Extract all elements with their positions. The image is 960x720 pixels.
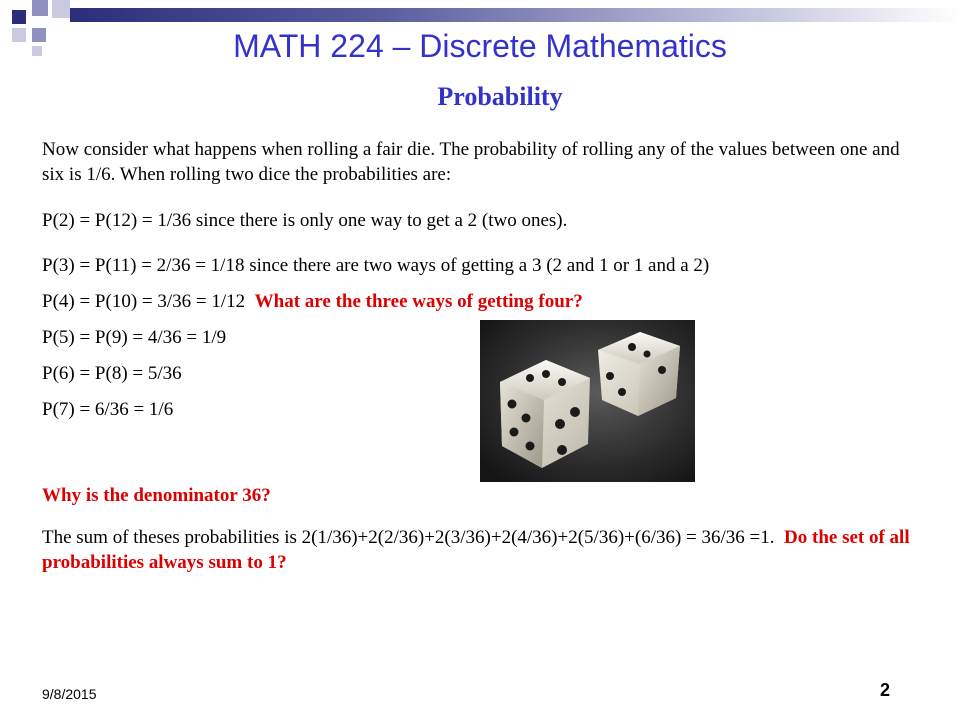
corner-square-1 bbox=[12, 10, 26, 24]
header-gradient-bar bbox=[70, 8, 960, 22]
intro-paragraph: Now consider what happens when rolling a fair die. The probability of rolling any of the values between one and six is 1/6. When rolling two dice the probabilities are: bbox=[42, 139, 900, 185]
slide-subtitle: Probability bbox=[437, 82, 563, 111]
slide-title: MATH 224 – Discrete Mathematics bbox=[233, 28, 727, 64]
line-p3: P(3) = P(11) = 2/36 = 1/18 since there are two ways of getting a 3 (2 and 1 or 1 and a 2) bbox=[42, 255, 710, 276]
line-p6: P(6) = P(8) = 5/36 bbox=[42, 363, 182, 384]
line-p7: P(7) = 6/36 = 1/6 bbox=[42, 399, 174, 420]
question-sum: Do the set of all probabilities always sum to 1? bbox=[42, 527, 910, 573]
line-p2: P(2) = P(12) = 1/36 since there is only one way to get a 2 (two ones). bbox=[42, 210, 568, 231]
question-denominator: Why is the denominator 36? bbox=[42, 485, 271, 506]
line-p4-text: P(4) = P(10) = 3/36 = 1/12 bbox=[42, 291, 246, 312]
dice-image bbox=[480, 320, 695, 482]
corner-square-2 bbox=[32, 0, 48, 16]
line-p4 bbox=[42, 289, 922, 314]
line-p5: P(5) = P(9) = 4/36 = 1/9 bbox=[42, 327, 227, 348]
footer-date: 9/8/2015 bbox=[42, 686, 97, 702]
corner-square-3 bbox=[52, 0, 70, 18]
question-four: What are the three ways of getting four? bbox=[254, 291, 583, 312]
sum-paragraph bbox=[42, 525, 922, 575]
sum-text: The sum of theses probabilities is 2(1/36)+2(2/36)+2(3/36)+2(4/36)+2(5/36)+(6/36) = 36/36 =1. bbox=[42, 527, 775, 548]
page-number: 2 bbox=[880, 680, 891, 700]
